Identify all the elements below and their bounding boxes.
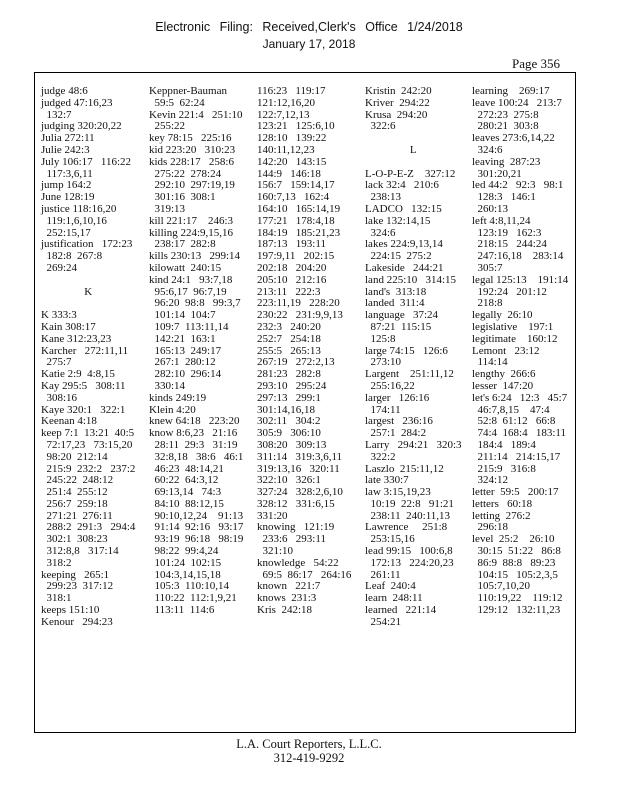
index-column-3 — [257, 86, 351, 617]
index-entry: leave 100:24 213:7 — [472, 96, 562, 109]
index-entry: 280:21 303:8 — [472, 120, 539, 133]
index-entry: 28:11 29:3 31:19 — [149, 438, 238, 451]
index-entry: 128:10 139:22 — [257, 132, 327, 145]
index-entry: 156:7 159:14,17 — [257, 179, 335, 192]
index-entry: 267:19 272:2,13 — [257, 356, 335, 369]
index-entry: 129:12 132:11,23 — [472, 604, 561, 617]
index-entry: knowing 121:19 — [257, 521, 335, 534]
index-entry: letting 276:2 — [472, 509, 531, 522]
index-entry: 232:3 240:20 — [257, 320, 321, 333]
index-entry: 93:19 96:18 98:19 — [149, 533, 244, 546]
index-entry: Kevin 221:4 251:10 — [149, 108, 243, 121]
index-entry: 223:11,19 228:20 — [257, 297, 340, 310]
index-entry: 224:15 275:2 — [365, 250, 432, 263]
filing-date: January 17, 2018 — [262, 37, 356, 51]
index-entry: Laszlo 215:11,12 — [365, 462, 444, 475]
index-entry: left 4:8,11,24 — [472, 214, 531, 227]
index-entry: led 44:2 92:3 98:1 — [472, 179, 564, 192]
index-entry: 311:14 319:3,6,11 — [257, 450, 343, 463]
index-entry: L-O-P-E-Z 327:12 — [365, 167, 456, 180]
index-column-2 — [149, 86, 243, 617]
index-entry: 96:20 98:8 99:3,7 — [149, 297, 241, 310]
index-entry: knew 64:18 223:20 — [149, 415, 240, 428]
index-entry: 142:20 143:15 — [257, 155, 327, 168]
index-entry: 255:5 265:13 — [257, 344, 321, 357]
index-entry: 301:20,21 — [472, 167, 522, 180]
index-entry: level 25:2 26:10 — [472, 533, 555, 546]
index-entry: lesser 147:20 — [472, 379, 534, 392]
index-entry: keep 7:1 13:21 40:5 — [41, 427, 135, 440]
index-entry: 281:23 282:8 — [257, 368, 321, 381]
index-entry: 275:22 278:24 — [149, 167, 222, 180]
index-entry: legally 26:10 — [472, 309, 533, 322]
index-entry: learn 248:11 — [365, 592, 423, 605]
index-entry: 288:2 291:3 294:4 — [41, 521, 136, 534]
index-entry: lake 132:14,15 — [365, 214, 431, 227]
index-entry: 299:23 317:12 — [41, 580, 114, 593]
index-entry: large 74:15 126:6 — [365, 344, 448, 357]
index-entry: 322:10 326:1 — [257, 474, 321, 487]
index-entry: Kris 242:18 — [257, 604, 312, 617]
index-entry: 119:1,6,10,16 — [41, 214, 107, 227]
index-entry: 123:19 162:3 — [472, 226, 542, 239]
index-entry: 218:8 — [472, 297, 503, 310]
index-entry: 324:6 — [472, 143, 503, 156]
index-column-4 — [365, 86, 462, 629]
index-entry: language 37:24 — [365, 309, 439, 322]
index-entry: lead 99:15 100:6,8 — [365, 545, 453, 558]
index-entry: 104:15 105:2,3,5 — [472, 568, 558, 581]
index-entry: 318:1 — [41, 592, 72, 605]
index-entry — [365, 157, 462, 169]
index-entry: landed 311:4 — [365, 297, 425, 310]
index-entry: 197:9,11 202:15 — [257, 250, 335, 263]
index-entry: 59:5 62:24 — [149, 96, 205, 109]
index-entry: 318:2 — [41, 556, 72, 569]
index-entry: justice 118:16,20 — [41, 202, 117, 215]
index-entry: 272:23 275:8 — [472, 108, 539, 121]
index-entry: 308:16 — [41, 391, 78, 404]
index-entry: let's 6:24 12:3 45:7 — [472, 391, 568, 404]
index-entry: 187:13 193:11 — [257, 238, 326, 251]
index-column-5 — [472, 86, 568, 617]
index-entry: kilowatt 240:15 — [149, 261, 222, 274]
index-entry: learned 221:14 — [365, 604, 437, 617]
index-entry: 302:11 304:2 — [257, 415, 321, 428]
index-entry: 322:2 — [365, 450, 396, 463]
index-entry: 72:17,23 73:15,20 — [41, 438, 133, 451]
index-entry: 256:7 259:18 — [41, 497, 108, 510]
index-entry: judge 48:6 — [41, 85, 88, 97]
index-entry: Karcher 272:11,11 — [41, 344, 129, 357]
index-entry: 10:19 22:8 91:21 — [365, 497, 454, 510]
index-entry: 69:5 86:17 264:16 — [257, 568, 352, 581]
index-entry: kid 223:20 310:23 — [149, 143, 236, 156]
reporter-phone: 312-419-9292 — [273, 751, 345, 765]
index-entry: leaves 273:6,14,22 — [472, 132, 555, 145]
index-entry: 230:22 231:9,9,13 — [257, 309, 343, 322]
index-entry: 105:3 110:10,14 — [149, 580, 229, 593]
index-entry: 192:24 201:12 — [472, 285, 547, 298]
index-entry: 319:13 — [149, 202, 186, 215]
index-entry: kinds 249:19 — [149, 391, 207, 404]
index-entry: 69:13,14 74:3 — [149, 486, 222, 499]
index-entry: land 225:10 314:15 — [365, 273, 457, 286]
index-entry: 174:11 — [365, 403, 401, 416]
index-entry: 238:17 282:8 — [149, 238, 216, 251]
index-entry: 125:8 — [365, 332, 396, 345]
index-entry: K 333:3 — [41, 309, 77, 322]
index-entry: 132:7 — [41, 108, 72, 121]
index-entry: leaving 287:23 — [472, 155, 541, 168]
index-entry: Krusa 294:20 — [365, 108, 428, 121]
index-entry: lengthy 266:6 — [472, 368, 536, 381]
index-entry: 247:16,18 283:14 — [472, 250, 564, 263]
index-entry: 322:6 — [365, 120, 396, 133]
index-entry: 164:10 165:14,19 — [257, 202, 341, 215]
index-entry: 113:11 114:6 — [149, 604, 215, 617]
index-entry: Kain 308:17 — [41, 320, 96, 333]
index-entry: 301:16 308:1 — [149, 191, 216, 204]
index-entry: 142:21 163:1 — [149, 332, 216, 345]
section-letter: L — [409, 143, 417, 156]
index-entry: judging 320:20,22 — [41, 120, 122, 133]
index-entry: 302:1 308:23 — [41, 533, 108, 546]
index-entry: 177:21 178:4,18 — [257, 214, 335, 227]
index-entry: 252:15,17 — [41, 226, 91, 239]
index-entry: 46:23 48:14,21 — [149, 462, 224, 475]
index-entry: Julie 242:3 — [41, 143, 90, 156]
index-entry: LADCO 132:15 — [365, 202, 442, 215]
index-entry: 245:22 248:12 — [41, 474, 114, 487]
index-entry: 273:10 — [365, 356, 402, 369]
index-entry: 128:3 146:1 — [472, 191, 536, 204]
index-entry: 144:9 146:18 — [257, 167, 321, 180]
index-entry: 114:14 — [472, 356, 508, 369]
index-entry: 331:20 — [257, 509, 288, 522]
index-entry: 110:22 112:1,9,21 — [149, 592, 237, 605]
index-entry: 282:10 296:14 — [149, 368, 222, 381]
index-entry: 205:10 212:16 — [257, 273, 327, 286]
index-entry: 238:13 — [365, 191, 402, 204]
index-entry: Kane 312:23,23 — [41, 332, 112, 345]
index-entry: 218:15 244:24 — [472, 238, 547, 251]
index-entry: letter 59:5 200:17 — [472, 486, 559, 499]
index-entry: kids 228:17 258:6 — [149, 155, 234, 168]
index-entry: 321:10 — [257, 545, 294, 558]
index-entry: killing 224:9,15,16 — [149, 226, 234, 239]
index-entry: 267:1 280:12 — [149, 356, 216, 369]
index-entry: Keppner-Bauman — [149, 85, 227, 97]
index-entry: Lakeside 244:21 — [365, 261, 444, 274]
index-entry: kill 221:17 246:3 — [149, 214, 234, 227]
index-entry: 271:21 276:11 — [41, 509, 113, 522]
index-entry: 211:14 214:15,17 — [472, 450, 561, 463]
index-entry: kills 230:13 299:14 — [149, 250, 241, 263]
index-entry: 74:4 168:4 183:11 — [472, 427, 567, 440]
index-entry: 215:9 316:8 — [472, 462, 536, 475]
index-entry: Largent 251:11,12 — [365, 368, 454, 381]
index-entry: 327:24 328:2,6,10 — [257, 486, 343, 499]
index-entry: 330:14 — [149, 379, 186, 392]
index-column-1 — [41, 86, 135, 629]
index-entry: 238:11 240:11,13 — [365, 509, 451, 522]
index-entry: 172:13 224:20,23 — [365, 556, 454, 569]
index-entry: legitimate 160:12 — [472, 332, 558, 345]
index-entry: 86:9 88:8 89:23 — [472, 556, 556, 569]
index-entry: 319:13,16 320:11 — [257, 462, 340, 475]
index-entry: legal 125:13 191:14 — [472, 273, 569, 286]
index-entry: 253:15,16 — [365, 533, 415, 546]
index-entry: June 128:19 — [41, 191, 95, 204]
index-entry — [41, 275, 135, 287]
index-entry: 301:14,16,18 — [257, 403, 316, 416]
index-entry: Katie 2:9 4:8,15 — [41, 368, 115, 381]
index-entry: lakes 224:9,13,14 — [365, 238, 443, 251]
index-entry: 52:8 61:12 66:8 — [472, 415, 556, 428]
index-entry: 140:11,12,23 — [257, 143, 315, 156]
index-entry: late 330:7 — [365, 474, 409, 487]
page-number: Page 356 — [511, 56, 560, 71]
index-entry: 30:15 51:22 86:8 — [472, 545, 561, 558]
index-entry: 98:20 212:14 — [41, 450, 108, 463]
index-entry: 160:7,13 162:4 — [257, 191, 330, 204]
index-entry: Kay 295:5 308:11 — [41, 379, 126, 392]
index-entry: 292:10 297:19,19 — [149, 179, 235, 192]
index-entry: Kriver 294:22 — [365, 96, 430, 109]
index-entry: 297:13 299:1 — [257, 391, 321, 404]
index-entry: keeping 265:1 — [41, 568, 110, 581]
index-entry: 260:13 — [472, 202, 509, 215]
index-entry: 84:10 88:12,15 — [149, 497, 224, 510]
index-entry: 233:6 293:11 — [257, 533, 326, 546]
index-entry: 87:21 115:15 — [365, 320, 432, 333]
index-entry: Kristin 242:20 — [365, 85, 432, 97]
index-entry: 101:14 104:7 — [149, 309, 216, 322]
index-entry: Keenan 4:18 — [41, 415, 97, 428]
index-entry: 116:23 119:17 — [257, 85, 326, 97]
index-entry: Klein 4:20 — [149, 403, 196, 416]
index-entry: 184:19 185:21,23 — [257, 226, 341, 239]
index-entry: 269:24 — [41, 261, 78, 274]
index-entry: 90:10,12,24 91:13 — [149, 509, 244, 522]
index-entry: 255:16,22 — [365, 379, 415, 392]
index-entry: judged 47:16,23 — [41, 96, 113, 109]
index-entry: 328:12 331:6,15 — [257, 497, 335, 510]
index-entry: knows 231:3 — [257, 592, 317, 605]
index-entry: 261:11 — [365, 568, 401, 581]
index-entry: 110:19,22 119:12 — [472, 592, 563, 605]
index-entry: 109:7 113:11,14 — [149, 320, 229, 333]
index-entry: jump 164:2 — [41, 179, 92, 192]
index-entry: 324:6 — [365, 226, 396, 239]
index-entry: 32:8,18 38:6 46:1 — [149, 450, 244, 463]
index-entry: largest 236:16 — [365, 415, 433, 428]
index-entry: 105:7,10,20 — [472, 580, 531, 593]
index-entry: 101:24 102:15 — [149, 556, 222, 569]
index-entry: 252:7 254:18 — [257, 332, 321, 345]
index-entry: 257:1 284:2 — [365, 427, 427, 440]
index-entry: larger 126:16 — [365, 391, 430, 404]
index-entry: justification 172:23 — [41, 238, 133, 251]
index-entry: Lawrence 251:8 — [365, 521, 448, 534]
index-entry: 275:7 — [41, 356, 72, 369]
index-entry: key 78:15 225:16 — [149, 132, 232, 145]
index-entry: legislative 197:1 — [472, 320, 554, 333]
index-entry: 215:9 232:2 237:2 — [41, 462, 136, 475]
filing-stamp: Electronic Filing: Received,Clerk's Office 1/24/2018 — [155, 20, 463, 34]
index-entry: knowledge 54:22 — [257, 556, 339, 569]
index-entry: 255:22 — [149, 120, 186, 133]
section-letter: K — [84, 285, 93, 298]
index-entry: law 3:15,19,23 — [365, 486, 431, 499]
index-entry: 296:18 — [472, 521, 509, 534]
index-entry: 123:21 125:6,10 — [257, 120, 335, 133]
index-entry: 324:12 — [472, 474, 509, 487]
index-entry: Leaf 240:4 — [365, 580, 416, 593]
index-entry: 122:7,12,13 — [257, 108, 310, 121]
index-entry: kind 24:1 93:7,18 — [149, 273, 233, 286]
index-entry: Julia 272:11 — [41, 132, 95, 145]
index-entry: 165:13 249:17 — [149, 344, 222, 357]
index-entry: 91:14 92:16 93:17 — [149, 521, 244, 534]
index-entry: know 8:6,23 21:16 — [149, 427, 238, 440]
index-entry: 184:4 189:4 — [472, 438, 536, 451]
index-entry: 254:21 — [365, 615, 402, 628]
index-entry: 121:12,16,20 — [257, 96, 316, 109]
index-entry: 251:4 255:12 — [41, 486, 108, 499]
index-entry: 104:3,14,15,18 — [149, 568, 221, 581]
index-entry: 60:22 64:3,12 — [149, 474, 219, 487]
index-entry: Kaye 320:1 322:1 — [41, 403, 126, 416]
index-entry: 117:3,6,11 — [41, 167, 93, 180]
index-entry: letters 60:18 — [472, 497, 533, 510]
index-entry: lack 32:4 210:6 — [365, 179, 439, 192]
index-entry: learning 269:17 — [472, 85, 550, 97]
index-entry: 293:10 295:24 — [257, 379, 327, 392]
index-entry: keeps 151:10 — [41, 604, 100, 617]
index-entry: July 106:17 116:22 — [41, 155, 132, 168]
index-entry: 182:8 267:8 — [41, 250, 103, 263]
index-entry: Kenour 294:23 — [41, 615, 113, 628]
index-entry: 98:22 99:4,24 — [149, 545, 219, 558]
index-entry: 305:9 306:10 — [257, 427, 321, 440]
index-entry: 308:20 309:13 — [257, 438, 327, 451]
index-entry: 213:11 222:3 — [257, 285, 321, 298]
index-entry: 202:18 204:20 — [257, 261, 327, 274]
index-entry: 95:6,17 96:7,19 — [149, 285, 227, 298]
index-entry: known 221:7 — [257, 580, 321, 593]
index-entry: land's 313:18 — [365, 285, 427, 298]
index-entry: 46:7,8,15 47:4 — [472, 403, 550, 416]
reporter-name: L.A. Court Reporters, L.L.C. — [236, 737, 382, 751]
index-entry: Larry 294:21 320:3 — [365, 438, 462, 451]
index-entry: Lemont 23:12 — [472, 344, 540, 357]
index-entry: 305:7 — [472, 261, 503, 274]
index-entry: 312:8,8 317:14 — [41, 545, 119, 558]
